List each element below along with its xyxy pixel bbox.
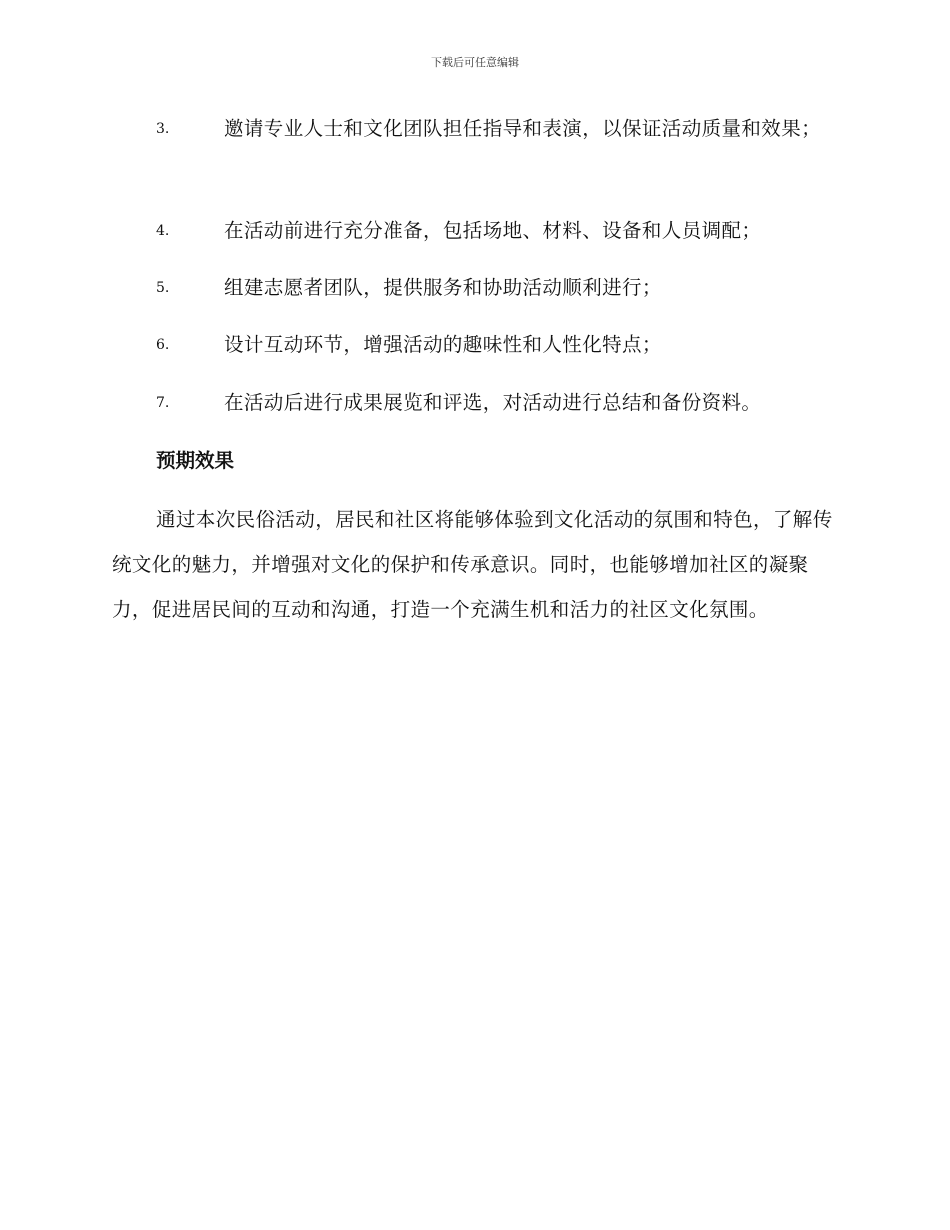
list-text: 邀请专业人士和文化团队担任指导和表演，以保证活动质量和效果； [224, 117, 822, 140]
list-text: 在活动后进行成果展览和评选，对活动进行总结和备份资料。 [224, 391, 762, 414]
list-text: 组建志愿者团队，提供服务和协助活动顺利进行； [224, 276, 662, 299]
page-header: 下载后可任意编辑 [431, 56, 519, 69]
list-number: 6. [156, 337, 170, 353]
list-text: 在活动前进行充分准备，包括场地、材料、设备和人员调配； [224, 219, 762, 242]
list-number: 5. [156, 280, 170, 296]
section-paragraph: 通过本次民俗活动，居民和社区将能够体验到文化活动的氛围和特色，了解传统文化的魅力，并增强对文化的保护和传承意识。同时，也能够增加社区的凝聚力，促进居民间的互动和沟通，打造一个充满生机和活力的社区文化氛围。 [112, 508, 833, 621]
list-text: 设计互动环节，增强活动的趣味性和人性化特点； [224, 333, 662, 356]
list-number: 3. [156, 121, 170, 137]
list-item [112, 380, 834, 425]
list-item [112, 322, 834, 367]
list-number: 7. [156, 395, 170, 411]
section-heading: 预期效果 [156, 449, 235, 472]
list-item [112, 208, 834, 253]
list-number: 4. [156, 223, 170, 239]
list-item [112, 106, 834, 151]
list-item [112, 265, 834, 310]
